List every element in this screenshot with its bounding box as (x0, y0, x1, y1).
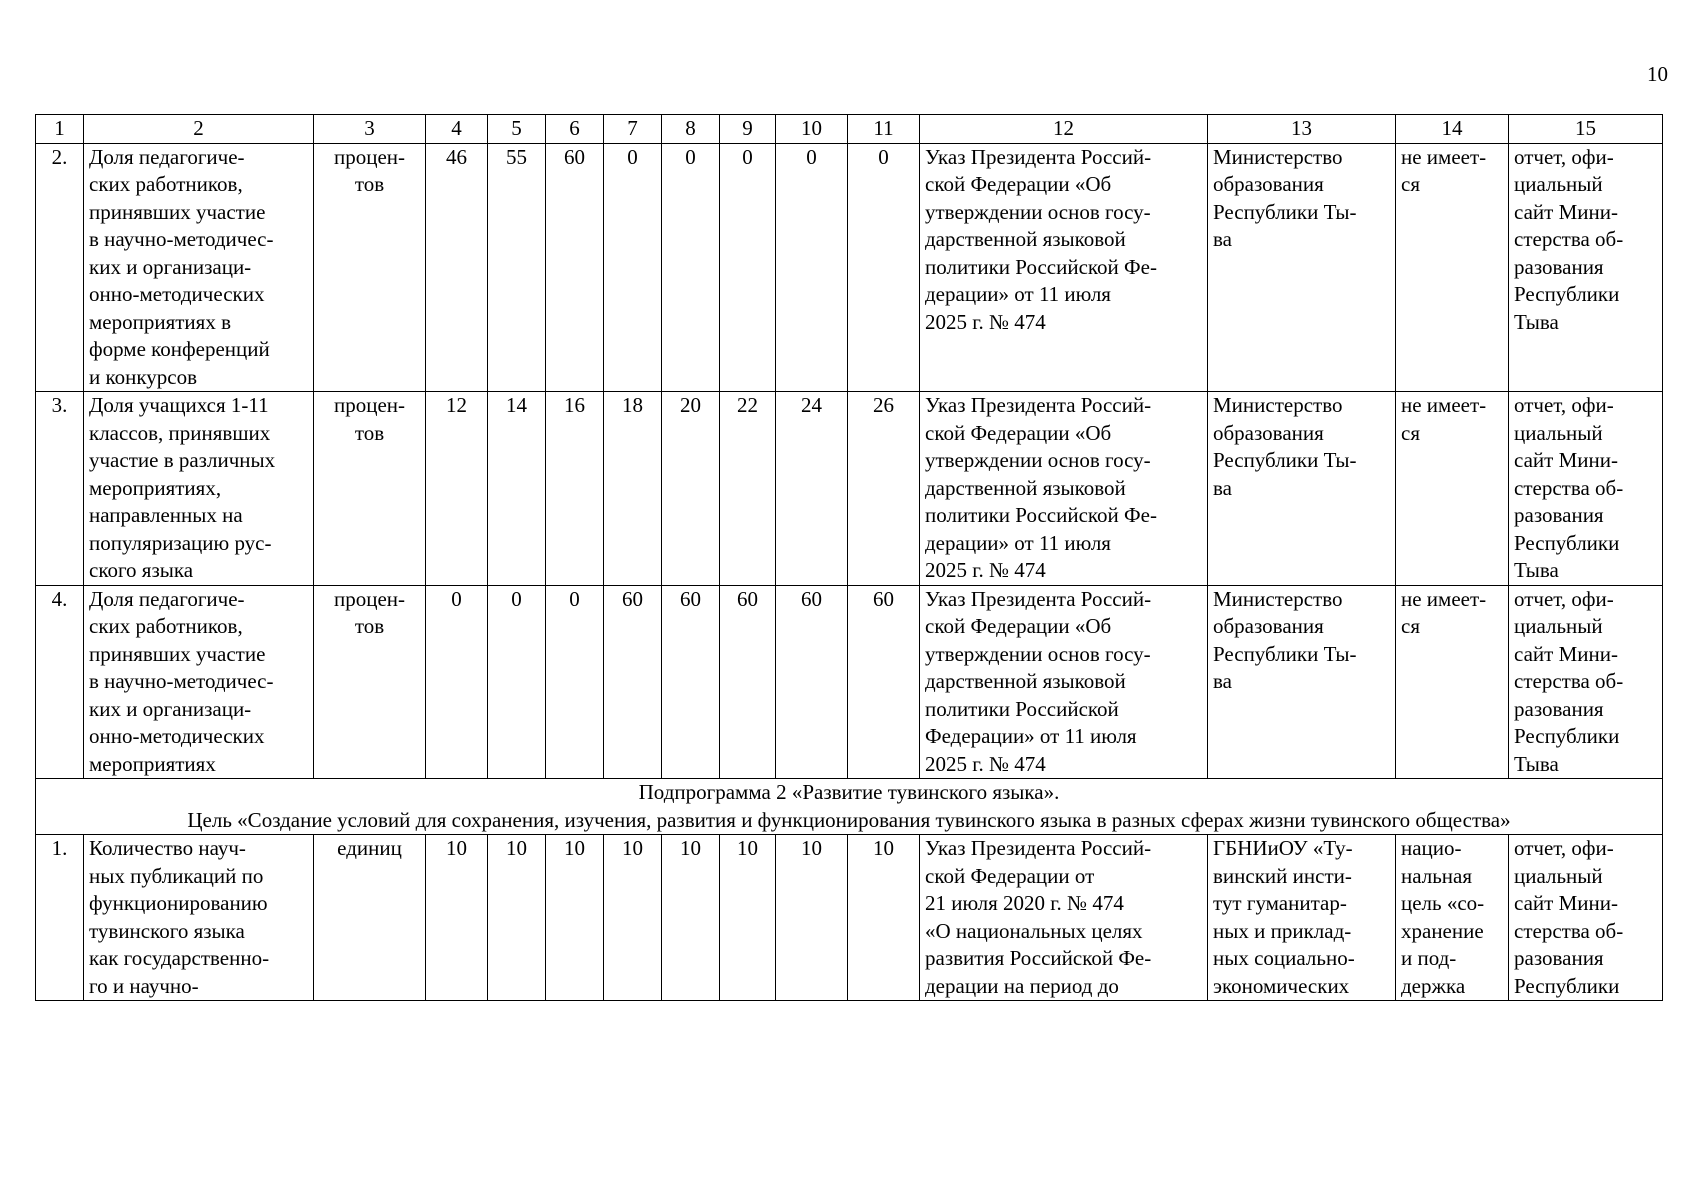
unit-cell: процен- тов (314, 392, 426, 586)
indicators-table (35, 114, 1663, 1001)
value-cell: 60 (546, 143, 604, 392)
row-number-cell: 4. (36, 585, 84, 779)
value-cell: 12 (426, 392, 488, 586)
column-number-cell: 1 (36, 115, 84, 144)
table-row (36, 392, 1663, 586)
national-goal-link-cell: не имеет- ся (1396, 585, 1509, 779)
value-cell: 22 (720, 392, 776, 586)
table-header-row (36, 115, 1663, 144)
national-goal-link-cell: не имеет- ся (1396, 143, 1509, 392)
national-goal-link-cell: не имеет- ся (1396, 392, 1509, 586)
value-cell: 10 (662, 835, 720, 1001)
column-number-cell: 10 (776, 115, 848, 144)
column-number-cell: 6 (546, 115, 604, 144)
value-cell: 18 (604, 392, 662, 586)
column-number-cell: 11 (848, 115, 920, 144)
value-cell: 16 (546, 392, 604, 586)
value-cell: 10 (604, 835, 662, 1001)
value-cell: 0 (662, 143, 720, 392)
national-goal-link-cell: нацио- нальная цель «со- хранение и под- держка (1396, 835, 1509, 1001)
unit-cell: процен- тов (314, 585, 426, 779)
info-source-cell: отчет, офи- циальный сайт Мини- стерства об- разования Республики Тыва (1509, 585, 1663, 779)
table-row (36, 835, 1663, 1001)
value-cell: 0 (604, 143, 662, 392)
table-row (36, 143, 1663, 392)
value-cell: 0 (720, 143, 776, 392)
row-number-cell: 1. (36, 835, 84, 1001)
column-number-cell: 3 (314, 115, 426, 144)
column-number-cell: 15 (1509, 115, 1663, 144)
document-basis-cell: Указ Президента Россий- ской Федерации «Об утверждении основ госу- дарственной языковой политики Российской Федерации» от 11 июля 2025 г. № 474 (920, 585, 1208, 779)
value-cell: 60 (776, 585, 848, 779)
value-cell: 0 (426, 585, 488, 779)
indicator-name-cell: Доля педагогиче- ских работников, принявших участие в научно-методичес- ких и организаци- онно-методических мероприятиях в форме конференций и конкурсов (84, 143, 314, 392)
value-cell: 10 (546, 835, 604, 1001)
row-number-cell: 2. (36, 143, 84, 392)
indicator-name-cell: Количество науч- ных публикаций по функционированию тувинского языка как государственно- го и научно- (84, 835, 314, 1001)
value-cell: 0 (546, 585, 604, 779)
column-number-cell: 7 (604, 115, 662, 144)
value-cell: 55 (488, 143, 546, 392)
value-cell: 60 (662, 585, 720, 779)
subprogram-heading: Подпрограмма 2 «Развитие тувинского языка». Цель «Создание условий для сохранения, изучения, развития и функционирования тувинского языка в разных сферах жизни тувинского общества» (36, 779, 1663, 835)
info-source-cell: отчет, офи- циальный сайт Мини- стерства об- разования Республики (1509, 835, 1663, 1001)
info-source-cell: отчет, офи- циальный сайт Мини- стерства об- разования Республики Тыва (1509, 392, 1663, 586)
document-basis-cell: Указ Президента Россий- ской Федерации «Об утверждении основ госу- дарственной языковой политики Российской Фе- дерации» от 11 июля 2025 г. № 474 (920, 392, 1208, 586)
column-number-cell: 9 (720, 115, 776, 144)
value-cell: 10 (848, 835, 920, 1001)
unit-cell: процен- тов (314, 143, 426, 392)
document-basis-cell: Указ Президента Россий- ской Федерации «Об утверждении основ госу- дарственной языковой политики Российской Фе- дерации» от 11 июля 2025 г. № 474 (920, 143, 1208, 392)
responsible-body-cell: Министерство образования Республики Ты- ва (1208, 143, 1396, 392)
value-cell: 10 (776, 835, 848, 1001)
column-number-cell: 2 (84, 115, 314, 144)
value-cell: 0 (776, 143, 848, 392)
subprogram-row (36, 779, 1663, 835)
responsible-body-cell: Министерство образования Республики Ты- ва (1208, 392, 1396, 586)
responsible-body-cell: ГБНИиОУ «Ту- винский инсти- тут гуманитар- ных и приклад- ных социально- экономических (1208, 835, 1396, 1001)
column-number-cell: 13 (1208, 115, 1396, 144)
column-number-cell: 4 (426, 115, 488, 144)
document-basis-cell: Указ Президента Россий- ской Федерации от 21 июля 2020 г. № 474 «О национальных целях развития Российской Фе- дерации на период до (920, 835, 1208, 1001)
row-number-cell: 3. (36, 392, 84, 586)
column-number-cell: 12 (920, 115, 1208, 144)
value-cell: 10 (720, 835, 776, 1001)
value-cell: 10 (488, 835, 546, 1001)
value-cell: 46 (426, 143, 488, 392)
indicator-name-cell: Доля учащихся 1-11 классов, принявших участие в различных мероприятиях, направленных на популяризацию рус- ского языка (84, 392, 314, 586)
table-row (36, 585, 1663, 779)
value-cell: 20 (662, 392, 720, 586)
unit-cell: единиц (314, 835, 426, 1001)
column-number-cell: 5 (488, 115, 546, 144)
indicator-name-cell: Доля педагогиче- ских работников, принявших участие в научно-методичес- ких и организаци- онно-методических мероприятиях (84, 585, 314, 779)
info-source-cell: отчет, офи- циальный сайт Мини- стерства об- разования Республики Тыва (1509, 143, 1663, 392)
value-cell: 26 (848, 392, 920, 586)
value-cell: 60 (848, 585, 920, 779)
responsible-body-cell: Министерство образования Республики Ты- ва (1208, 585, 1396, 779)
value-cell: 24 (776, 392, 848, 586)
value-cell: 60 (604, 585, 662, 779)
page-number: 10 (1647, 62, 1668, 86)
value-cell: 60 (720, 585, 776, 779)
value-cell: 0 (848, 143, 920, 392)
column-number-cell: 8 (662, 115, 720, 144)
value-cell: 0 (488, 585, 546, 779)
value-cell: 14 (488, 392, 546, 586)
column-number-cell: 14 (1396, 115, 1509, 144)
value-cell: 10 (426, 835, 488, 1001)
